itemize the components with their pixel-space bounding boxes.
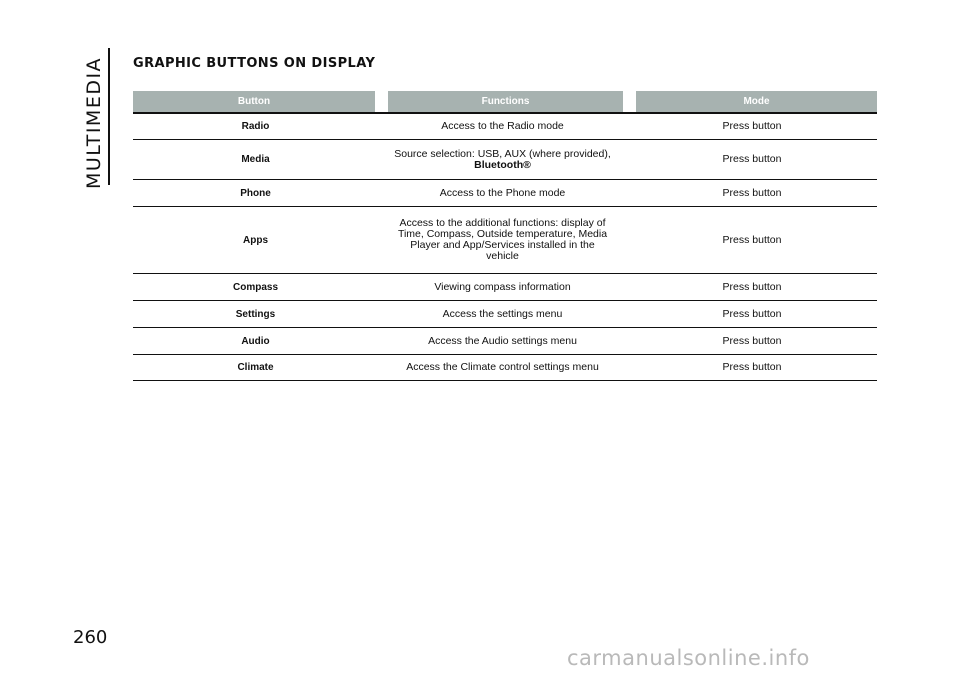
function-line: Time, Compass, Outside temperature, Media — [397, 228, 608, 240]
button-name: Radio — [241, 121, 270, 132]
mode-text: Press button — [722, 186, 782, 199]
function-line: Access the Audio settings menu — [428, 334, 577, 347]
button-name: Media — [241, 154, 270, 165]
button-name: Settings — [235, 308, 276, 320]
function-line: Access the settings menu — [442, 307, 563, 320]
function-line-bold: Bluetooth® — [474, 158, 531, 171]
table-row — [133, 274, 877, 301]
buttons-table — [133, 91, 877, 381]
table-row — [133, 114, 877, 140]
header-mode: Mode — [636, 91, 877, 112]
function-line: Access the Climate control settings menu — [406, 361, 599, 373]
mode-text: Press button — [722, 153, 782, 165]
table-row — [133, 328, 877, 355]
section-divider — [108, 48, 110, 185]
function-line: Access to the Radio mode — [441, 120, 564, 132]
function-line: Source selection: USB, AUX (where provided), — [394, 147, 611, 160]
table-row — [133, 140, 877, 180]
function-text — [378, 121, 627, 132]
function-text — [378, 362, 627, 373]
section-tab — [82, 58, 106, 188]
button-name: Apps — [243, 234, 268, 246]
mode-text: Press button — [722, 280, 782, 293]
section-tab-label: MULTIMEDIA — [83, 56, 106, 190]
table-row — [133, 180, 877, 207]
watermark: carmanualsonline.info — [567, 646, 810, 670]
function-text — [378, 218, 627, 262]
function-line: Viewing compass information — [434, 280, 571, 293]
function-line: Access to the Phone mode — [439, 186, 566, 199]
button-name: Compass — [232, 281, 278, 293]
button-name: Audio — [241, 335, 270, 347]
mode-text: Press button — [722, 307, 782, 320]
function-text — [378, 188, 627, 199]
function-line: vehicle — [486, 250, 519, 262]
function-text — [378, 336, 627, 347]
button-name: Climate — [237, 362, 274, 373]
mode-text: Press button — [722, 233, 782, 246]
mode-text: Press button — [722, 361, 782, 373]
page-number: 260 — [73, 627, 108, 648]
page-title: GRAPHIC BUTTONS ON DISPLAY — [133, 56, 376, 71]
function-text — [378, 282, 627, 293]
table-row — [133, 207, 877, 274]
mode-text: Press button — [722, 334, 782, 347]
function-line: Access to the additional functions: display of — [399, 217, 606, 229]
header-button: Button — [133, 91, 375, 112]
function-text — [378, 149, 627, 171]
function-text — [378, 309, 627, 320]
table-row — [133, 301, 877, 328]
header-functions: Functions — [388, 91, 623, 112]
button-name: Phone — [240, 187, 271, 199]
function-line: Player and App/Services installed in the — [410, 239, 595, 251]
table-row — [133, 355, 877, 381]
table-header — [133, 91, 877, 112]
mode-text: Press button — [722, 120, 782, 132]
